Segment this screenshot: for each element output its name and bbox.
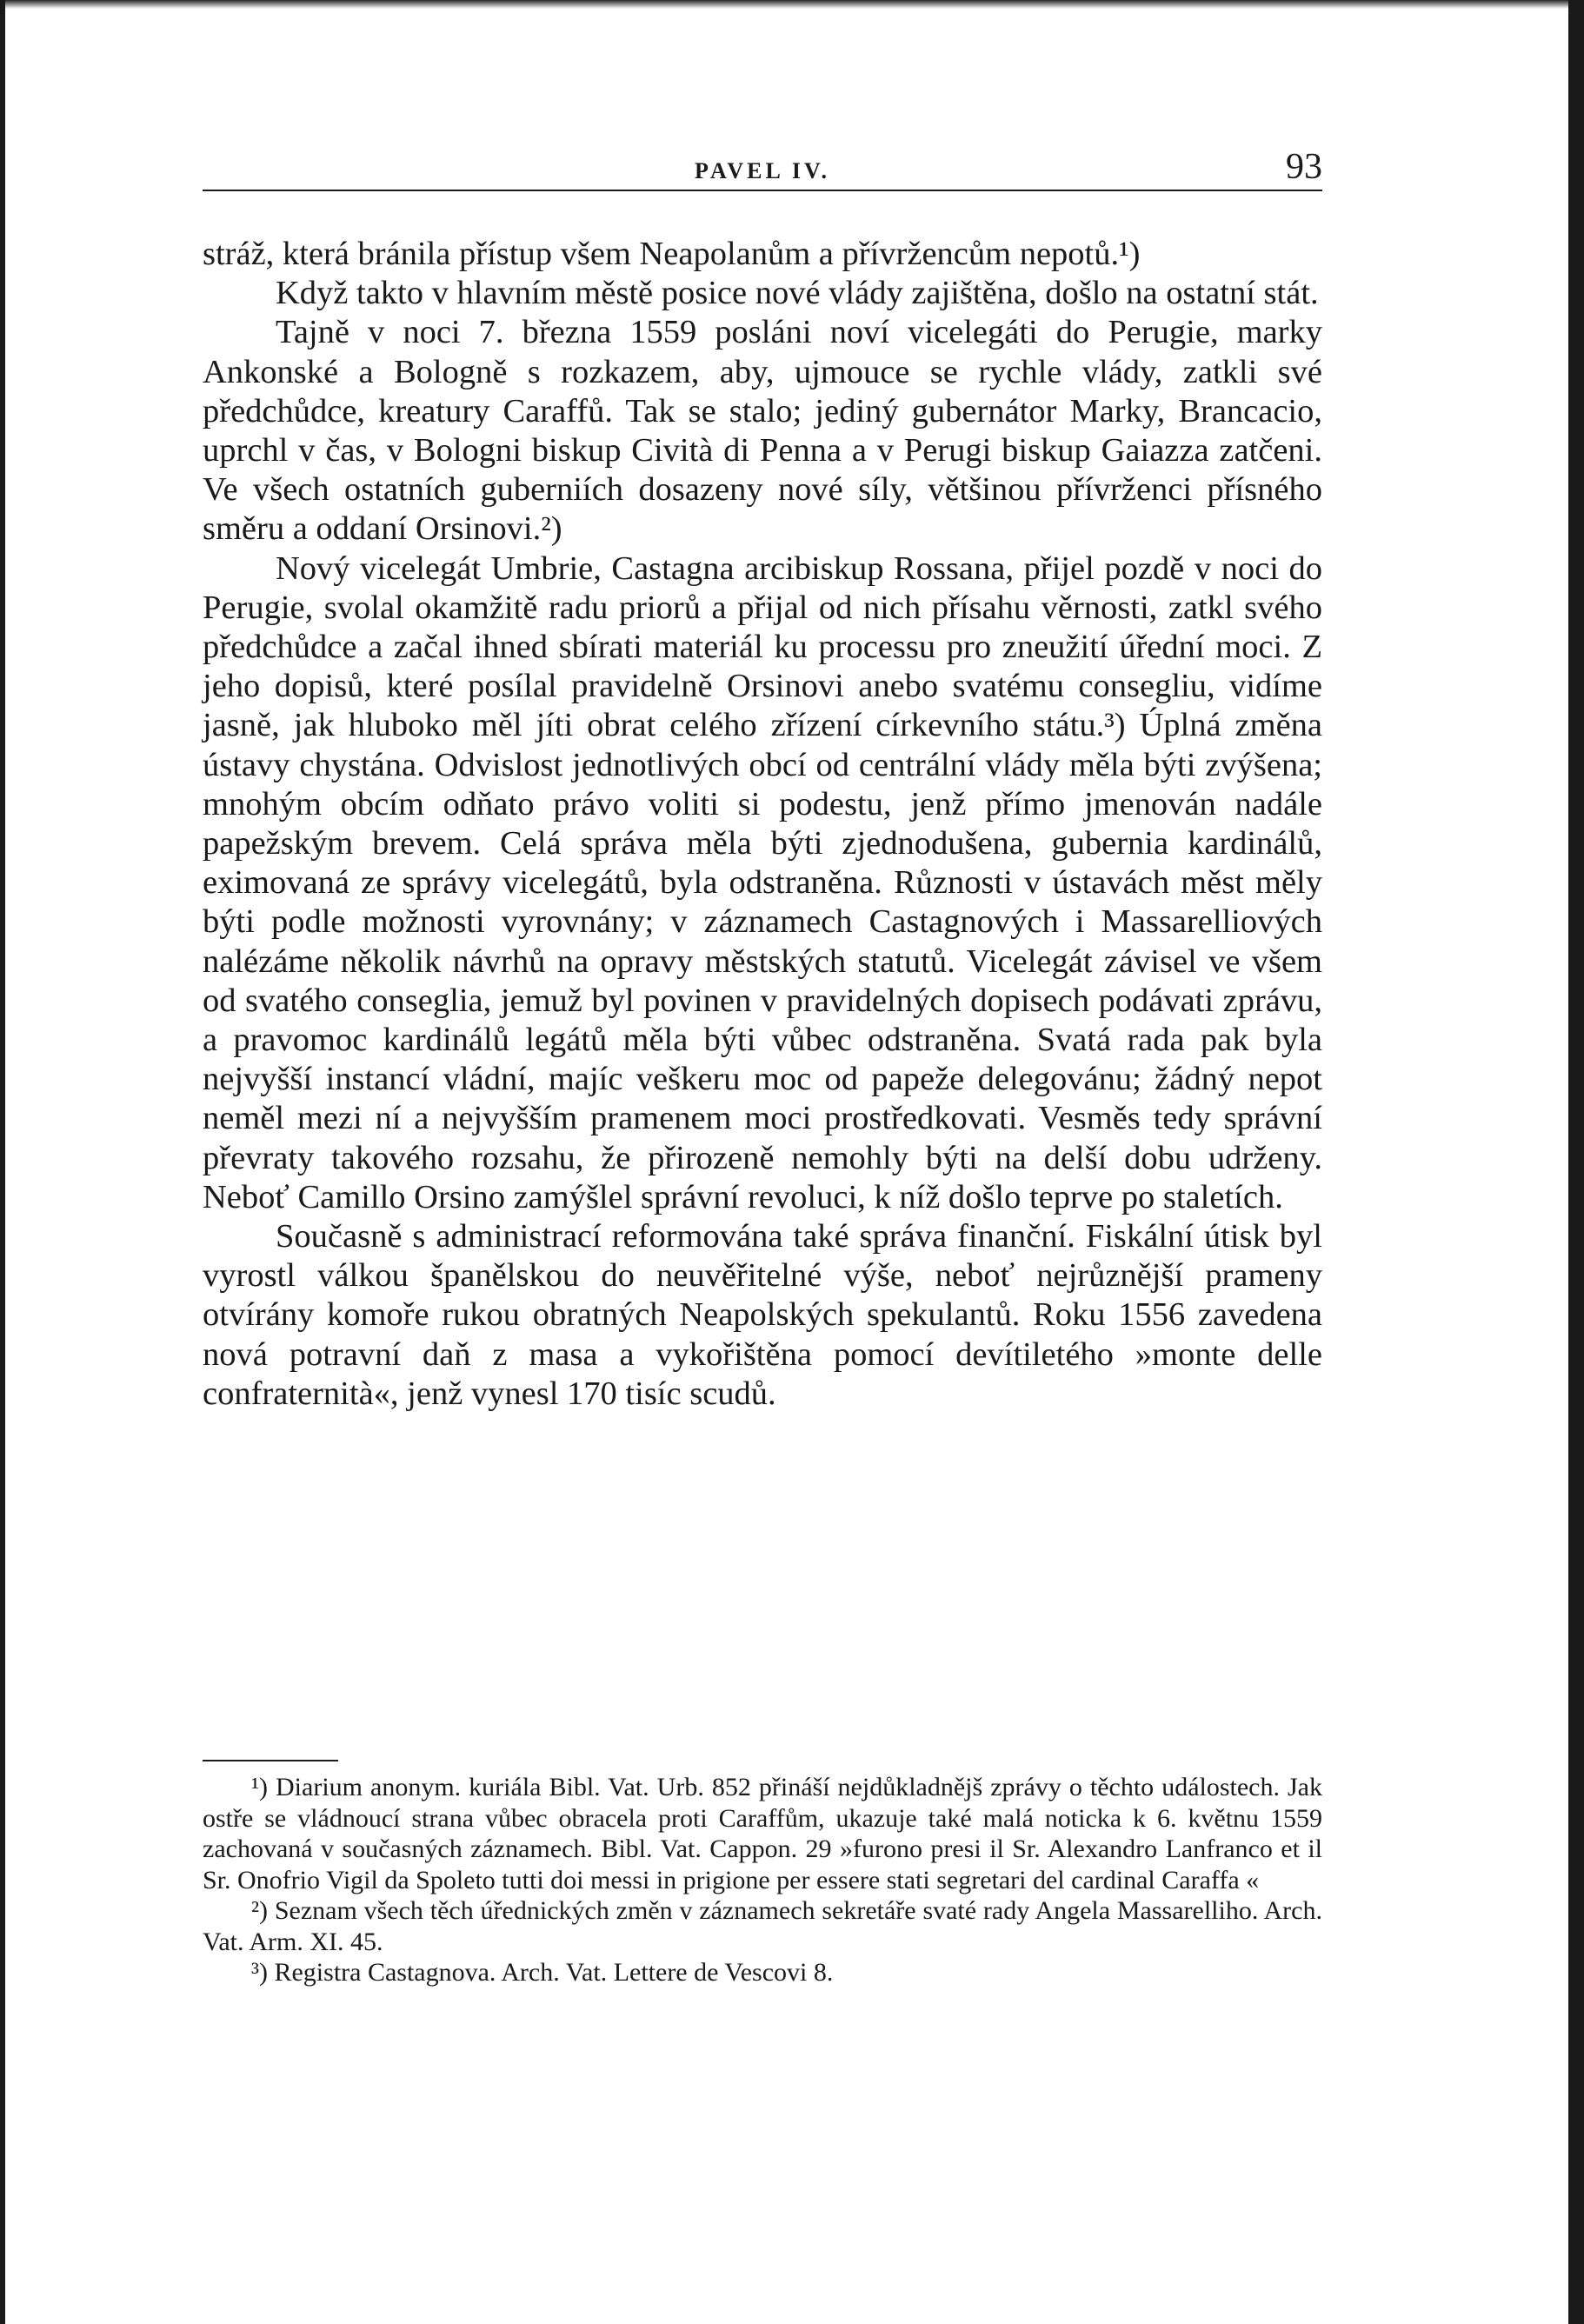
- paragraph: stráž, která bránila přístup všem Neapolanům a přívržencům nepotů.¹): [203, 236, 1141, 272]
- page-number: 93: [1286, 147, 1322, 187]
- main-text: [203, 235, 1322, 1414]
- scan-left-edge: [0, 0, 5, 2324]
- footnote: ³) Registra Castagnova. Arch. Vat. Lettere de Vescovi 8.: [251, 1958, 834, 1987]
- scan-right-edge: [1568, 0, 1584, 2324]
- scan-top-edge: [0, 0, 1584, 9]
- header-rule: [203, 190, 1322, 191]
- footnote-rule: [203, 1760, 338, 1761]
- footnote: ²) Seznam všech těch úřednických změn v záznamech sekretáře svaté rady Angela Massarelliho. Arch. Vat. Arm. XI. 45.: [203, 1896, 1322, 1956]
- footnote: ¹) Diarium anonym. kuriála Bibl. Vat. Urb. 852 přináší nejdůkladnějš zprávy o těchto událostech. Jak ostře se vládnoucí strana vůbec obracela proti Caraffům, ukazuje také malá noticka k 6. květnu 1559 zachovaná v současných záznamech. Bibl. Vat. Cappon. 29 »furono presi il Sr. Alexandro Lanfranco et il Sr. Onofrio Vigil da Spoleto tutti doi messi in prigione per essere stati segretari del cardinal Caraffa «: [203, 1773, 1322, 1894]
- running-head: PAVEL IV.: [695, 158, 830, 183]
- footnotes: [203, 1772, 1322, 1988]
- paragraph: Současně s administrací reformována také správa finanční. Fiskální útisk byl vyrostl válkou španělskou do neuvěřitelné výše, neboť nejrůznější prameny otvírány komoře rukou obratných Neapolských spekulantů. Roku 1556 zavedena nová potravní daň z masa a vykořištěna pomocí devítiletého »monte delle confraternità«, jenž vynesl 170 tisíc scudů.: [203, 1218, 1322, 1412]
- page-header: [203, 146, 1322, 193]
- paragraph: Tajně v noci 7. března 1559 posláni noví vicelegáti do Perugie, marky Ankonské a Bologně s rozkazem, aby, ujmouce se rychle vlády, zatkli své předchůdce, kreatury Caraffů. Tak se stalo; jediný gubernátor Marky, Brancacio, uprchl v čas, v Bologni biskup Cività di Penna a v Perugi biskup Gaiazza zatčeni. Ve všech ostatních guberniích dosazeny nové síly, většinou přívrženci přísného směru a oddaní Orsinovi.²): [203, 314, 1322, 548]
- paragraph: Když takto v hlavním městě posice nové vlády zajištěna, došlo na ostatní stát.: [276, 275, 1319, 312]
- paragraph: Nový vicelegát Umbrie, Castagna arcibiskup Rossana, přijel pozdě v noci do Perugie, svolal okamžitě radu priorů a přijal od nich přísahu věrnosti, zatkl svého předchůdce a začal ihned sbírati materiál ku processu pro zneužití úřední moci. Z jeho dopisů, které posílal pravidelně Orsinovi anebo svatému consegliu, vidíme jasně, jak hluboko měl jíti obrat celého zřízení církevního státu.³) Úplná změna ústavy chystána. Odvislost jednotlivých obcí od centrální vlády měla býti zvýšena; mnohým obcím odňato právo voliti si podestu, jenž přímo jmenován nadále papežským brevem. Celá správa měla býti zjednodušena, gubernia kardinálů, eximovaná ze správy vicelegátů, byla odstraněna. Různosti v ústavách měst měly býti podle možnosti vyrovnány; v záznamech Castagnových i Massarelliových nalézáme několik návrhů na opravy městských statutů. Vicelegát závisel ve všem od svatého conseglia, jemuž byl povinen v pravidelných dopisech podávati zprávu, a pravomoc kardinálů legátů měla býti vůbec odstraněna. Svatá rada pak byla nejvyšší instancí vládní, majíc veškeru moc od papeže delegovánu; žádný nepot neměl mezi ní a nejvyšším pramenem moci prostředkovati. Vesměs tedy správní převraty takového rozsahu, že přirozeně nemohly býti na delší dobu udrženy. Neboť Camillo Orsino zamýšlel správní revoluci, k níž došlo teprve po staletích.: [203, 549, 1322, 1215]
